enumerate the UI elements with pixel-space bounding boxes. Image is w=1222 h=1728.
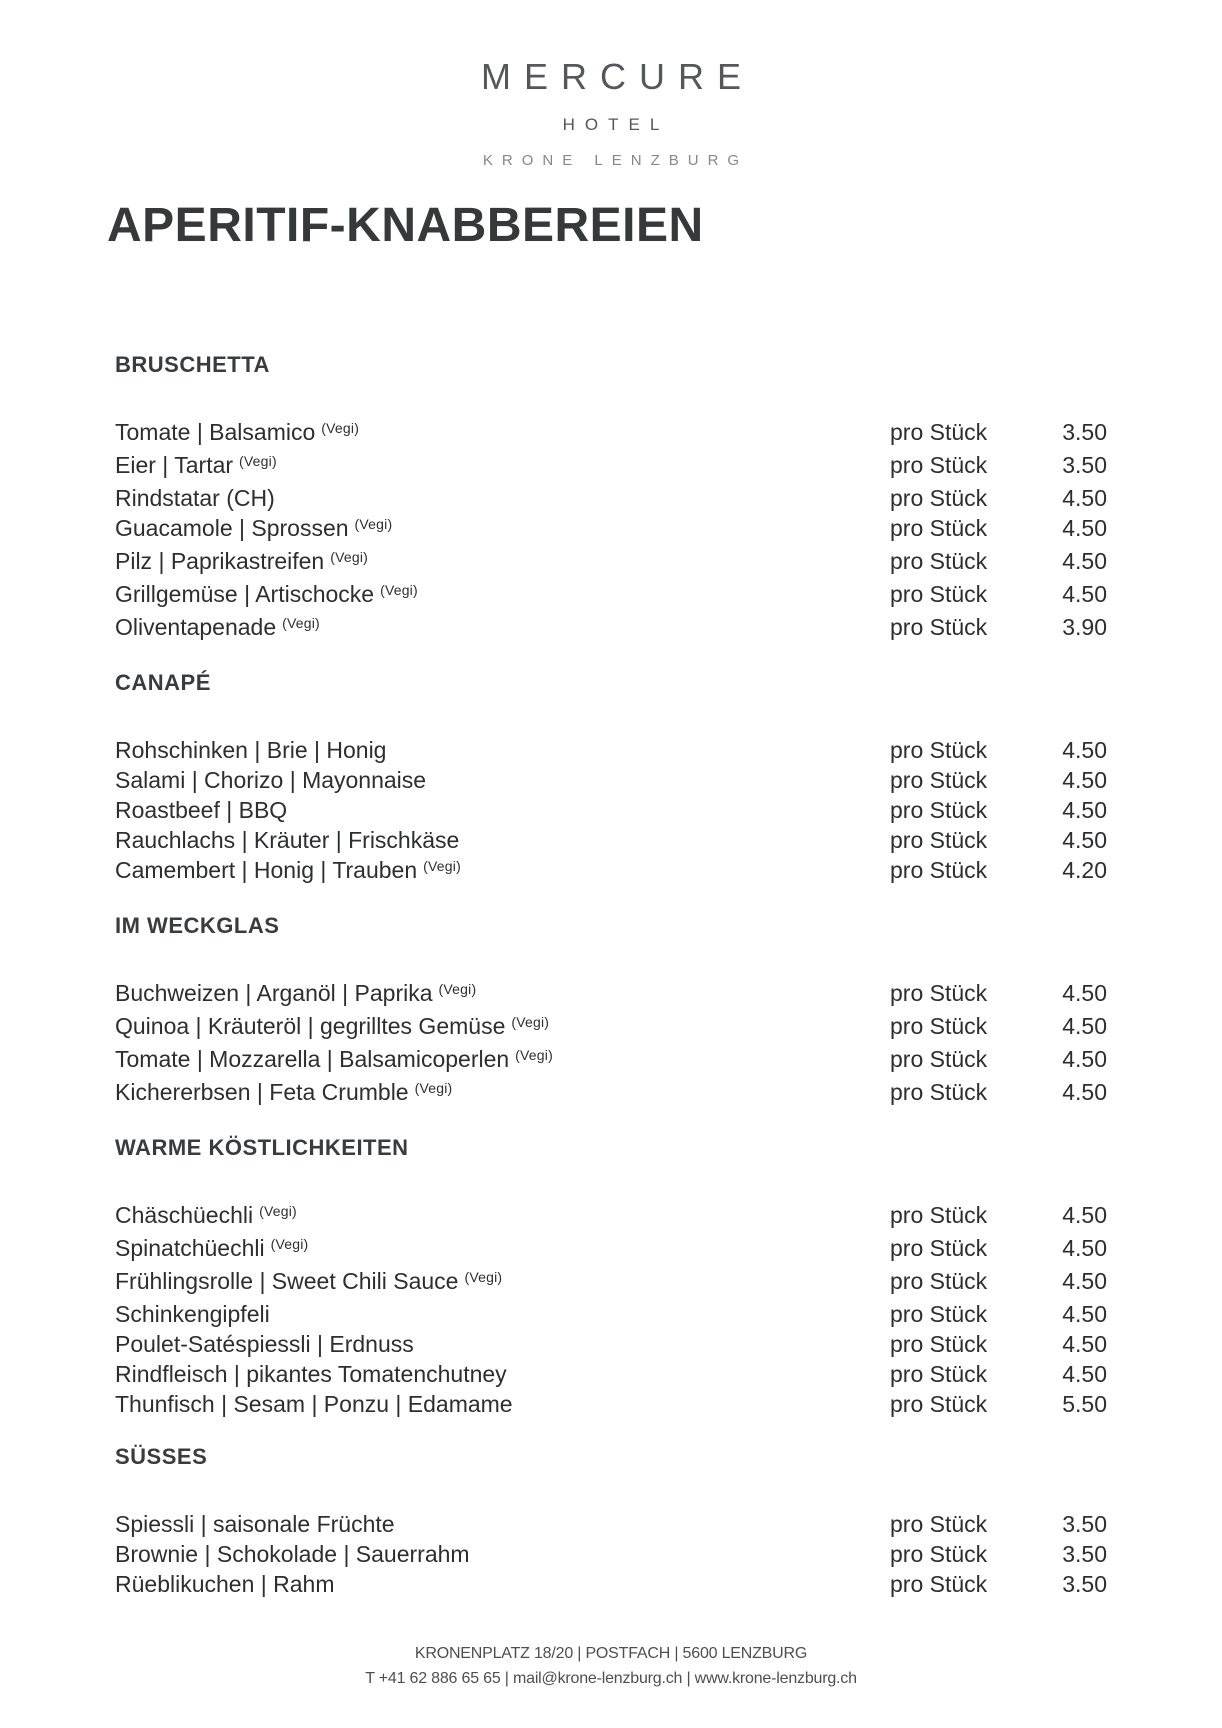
item-name: Spiessli | saisonale Früchte — [115, 1511, 395, 1537]
vegi-tag: (Vegi) — [423, 858, 461, 874]
item-price: 3.50 — [1062, 452, 1107, 478]
item-price: 4.50 — [1062, 581, 1107, 607]
menu-item-row — [115, 1359, 1107, 1389]
item-unit: pro Stück — [890, 1361, 988, 1387]
item-price: 4.50 — [1062, 1013, 1107, 1039]
menu-item-row — [115, 579, 1107, 612]
menu-item-row — [115, 825, 1107, 855]
vegi-tag: (Vegi) — [354, 516, 393, 532]
section-heading: BRUSCHETTA — [115, 352, 270, 377]
item-price: 4.20 — [1062, 857, 1107, 883]
item-name: Rauchlachs | Kräuter | Frischkäse — [115, 827, 460, 853]
footer — [0, 1641, 1222, 1691]
vegi-tag: (Vegi) — [259, 1203, 297, 1219]
vegi-tag: (Vegi) — [270, 1236, 309, 1252]
item-name: Oliventapenade $^{(Vegi)}$ — [115, 614, 320, 640]
item-name: Guacamole | Sprossen $^{(Vegi)}$ — [115, 515, 393, 541]
item-name: Chäschüechli $^{(Vegi)}$ — [115, 1202, 297, 1228]
vegi-tag: (Vegi) — [464, 1269, 503, 1285]
item-name: Rindstatar (CH) — [115, 485, 275, 511]
item-unit: pro Stück — [890, 827, 988, 853]
vegi-tag: (Vegi) — [414, 1080, 453, 1096]
menu-section — [115, 913, 1107, 1110]
section-heading: IM WECKGLAS — [115, 913, 280, 938]
menu-item-row — [115, 1233, 1107, 1266]
menu-item-row — [115, 1200, 1107, 1233]
menu-section — [115, 1444, 1107, 1599]
item-price: 4.50 — [1062, 737, 1107, 763]
item-price: 4.50 — [1062, 1046, 1107, 1072]
item-price: 3.50 — [1062, 1511, 1107, 1537]
section-item-list — [115, 1200, 1107, 1419]
item-unit: pro Stück — [890, 1541, 988, 1567]
item-name: Poulet-Satéspiessli | Erdnuss — [115, 1331, 414, 1357]
item-unit: pro Stück — [890, 485, 988, 511]
item-name: Brownie | Schokolade | Sauerrahm — [115, 1541, 470, 1567]
vegi-tag: (Vegi) — [511, 1014, 550, 1030]
item-name: Thunfisch | Sesam | Ponzu | Edamame — [115, 1391, 513, 1417]
menu-item-row — [115, 1539, 1107, 1569]
item-unit: pro Stück — [890, 767, 988, 793]
menu-item-row — [115, 1299, 1107, 1329]
item-name: Buchweizen | Arganöl | Paprika $^{(Vegi)}$ — [115, 980, 477, 1006]
item-unit: pro Stück — [890, 857, 988, 883]
item-price: 4.50 — [1062, 1202, 1107, 1228]
item-price: 4.50 — [1062, 827, 1107, 853]
item-price: 4.50 — [1062, 980, 1107, 1006]
item-unit: pro Stück — [890, 1511, 988, 1537]
item-unit: pro Stück — [890, 1046, 988, 1072]
item-name: Camembert | Honig | Trauben $^{(Vegi)}$ — [115, 857, 461, 883]
logo-property-name: KRONE LENZBURG — [482, 152, 749, 169]
item-name: Salami | Chorizo | Mayonnaise — [115, 767, 427, 793]
item-price: 4.50 — [1062, 548, 1107, 574]
item-price: 3.50 — [1062, 1541, 1107, 1567]
menu-item-row — [115, 1266, 1107, 1299]
menu-item-row — [115, 795, 1107, 825]
item-price: 4.50 — [1062, 1301, 1107, 1327]
menu-item-row — [115, 735, 1107, 765]
item-price: 3.90 — [1062, 614, 1107, 640]
item-name: Tomate | Mozzarella | Balsamicoperlen $^{(Vegi)}$ — [115, 1046, 553, 1072]
item-unit: pro Stück — [890, 1235, 988, 1261]
section-item-list — [115, 978, 1107, 1110]
item-price: 4.50 — [1062, 485, 1107, 511]
item-unit: pro Stück — [890, 1391, 988, 1417]
vegi-tag: (Vegi) — [282, 615, 320, 631]
menu-item-row — [115, 1044, 1107, 1077]
item-price: 4.50 — [1062, 515, 1107, 541]
item-unit: pro Stück — [890, 614, 988, 640]
menu-item-row — [115, 1329, 1107, 1359]
item-name: Tomate | Balsamico $^{(Vegi)}$ — [115, 419, 360, 445]
menu-item-row — [115, 546, 1107, 579]
item-price: 4.50 — [1062, 1079, 1107, 1105]
menu-item-row — [115, 417, 1107, 450]
item-unit: pro Stück — [890, 419, 988, 445]
item-unit: pro Stück — [890, 797, 988, 823]
item-unit: pro Stück — [890, 548, 988, 574]
item-price: 4.50 — [1062, 1361, 1107, 1387]
item-unit: pro Stück — [890, 737, 988, 763]
page-title: APERITIF-KNABBEREIEN — [107, 199, 704, 252]
footer-address: KRONENPLATZ 18/20 | POSTFACH | 5600 LENZBURG — [414, 1645, 808, 1662]
item-name: Roastbeef | BBQ — [115, 797, 288, 823]
section-heading: WARME KÖSTLICHKEITEN — [115, 1135, 409, 1160]
section-heading: CANAPÉ — [115, 670, 211, 695]
hotel-logo — [0, 56, 1222, 169]
item-price: 5.50 — [1062, 1391, 1107, 1417]
vegi-tag: (Vegi) — [438, 981, 477, 997]
item-price: 4.50 — [1062, 767, 1107, 793]
item-name: Schinkengipfeli — [115, 1301, 270, 1327]
section-item-list — [115, 735, 1107, 888]
item-price: 3.50 — [1062, 1571, 1107, 1597]
item-price: 4.50 — [1062, 1235, 1107, 1261]
menu-item-row — [115, 1569, 1107, 1599]
item-name: Rindfleisch | pikantes Tomatenchutney — [115, 1361, 507, 1387]
item-unit: pro Stück — [890, 581, 988, 607]
menu-section — [115, 352, 1107, 645]
item-name: Pilz | Paprikastreifen $^{(Vegi)}$ — [115, 548, 369, 574]
logo-subtitle: HOTEL — [562, 115, 670, 134]
item-price: 3.50 — [1062, 419, 1107, 445]
item-unit: pro Stück — [890, 1013, 988, 1039]
menu-item-row — [115, 483, 1107, 513]
vegi-tag: (Vegi) — [321, 420, 360, 436]
item-name: Spinatchüechli $^{(Vegi)}$ — [115, 1235, 309, 1261]
vegi-tag: (Vegi) — [380, 582, 418, 598]
item-unit: pro Stück — [890, 1268, 988, 1294]
item-name: Kichererbsen | Feta Crumble $^{(Vegi)}$ — [115, 1079, 453, 1105]
item-unit: pro Stück — [890, 1571, 988, 1597]
item-price: 4.50 — [1062, 1268, 1107, 1294]
menu-item-row — [115, 1011, 1107, 1044]
logo-brand: MERCURE — [480, 56, 754, 97]
item-name: Grillgemüse | Artischocke $^{(Vegi)}$ — [115, 581, 418, 607]
item-unit: pro Stück — [890, 1331, 988, 1357]
menu-item-row — [115, 1077, 1107, 1110]
menu-item-row — [115, 1509, 1107, 1539]
item-name: Quinoa | Kräuteröl | gegrilltes Gemüse $^{(Vegi)}$ — [115, 1013, 550, 1039]
menu-item-row — [115, 978, 1107, 1011]
menu-item-row — [115, 513, 1107, 546]
vegi-tag: (Vegi) — [515, 1047, 553, 1063]
menu-section — [115, 670, 1107, 888]
section-heading: SÜSSES — [115, 1444, 208, 1469]
menu-item-row — [115, 1389, 1107, 1419]
section-item-list — [115, 417, 1107, 645]
item-price: 4.50 — [1062, 1331, 1107, 1357]
item-name: Rüeblikuchen | Rahm — [115, 1571, 335, 1597]
item-unit: pro Stück — [890, 515, 988, 541]
item-unit: pro Stück — [890, 1079, 988, 1105]
menu-item-row — [115, 765, 1107, 795]
menu-item-row — [115, 612, 1107, 645]
item-name: Frühlingsrolle | Sweet Chili Sauce $^{(Vegi)}$ — [115, 1268, 503, 1294]
item-unit: pro Stück — [890, 1202, 988, 1228]
vegi-tag: (Vegi) — [239, 453, 277, 469]
vegi-tag: (Vegi) — [330, 549, 369, 565]
item-unit: pro Stück — [890, 452, 988, 478]
item-price: 4.50 — [1062, 797, 1107, 823]
item-unit: pro Stück — [890, 980, 988, 1006]
item-name: Rohschinken | Brie | Honig — [115, 737, 387, 763]
menu-item-row — [115, 450, 1107, 483]
menu-section — [115, 1135, 1107, 1419]
menu-sections — [115, 352, 1107, 1624]
footer-contact: T +41 62 886 65 65 | mail@krone-lenzburg.ch | www.krone-lenzburg.ch — [365, 1670, 857, 1687]
item-name: Eier | Tartar $^{(Vegi)}$ — [115, 452, 277, 478]
section-item-list — [115, 1509, 1107, 1599]
item-unit: pro Stück — [890, 1301, 988, 1327]
menu-item-row — [115, 855, 1107, 888]
